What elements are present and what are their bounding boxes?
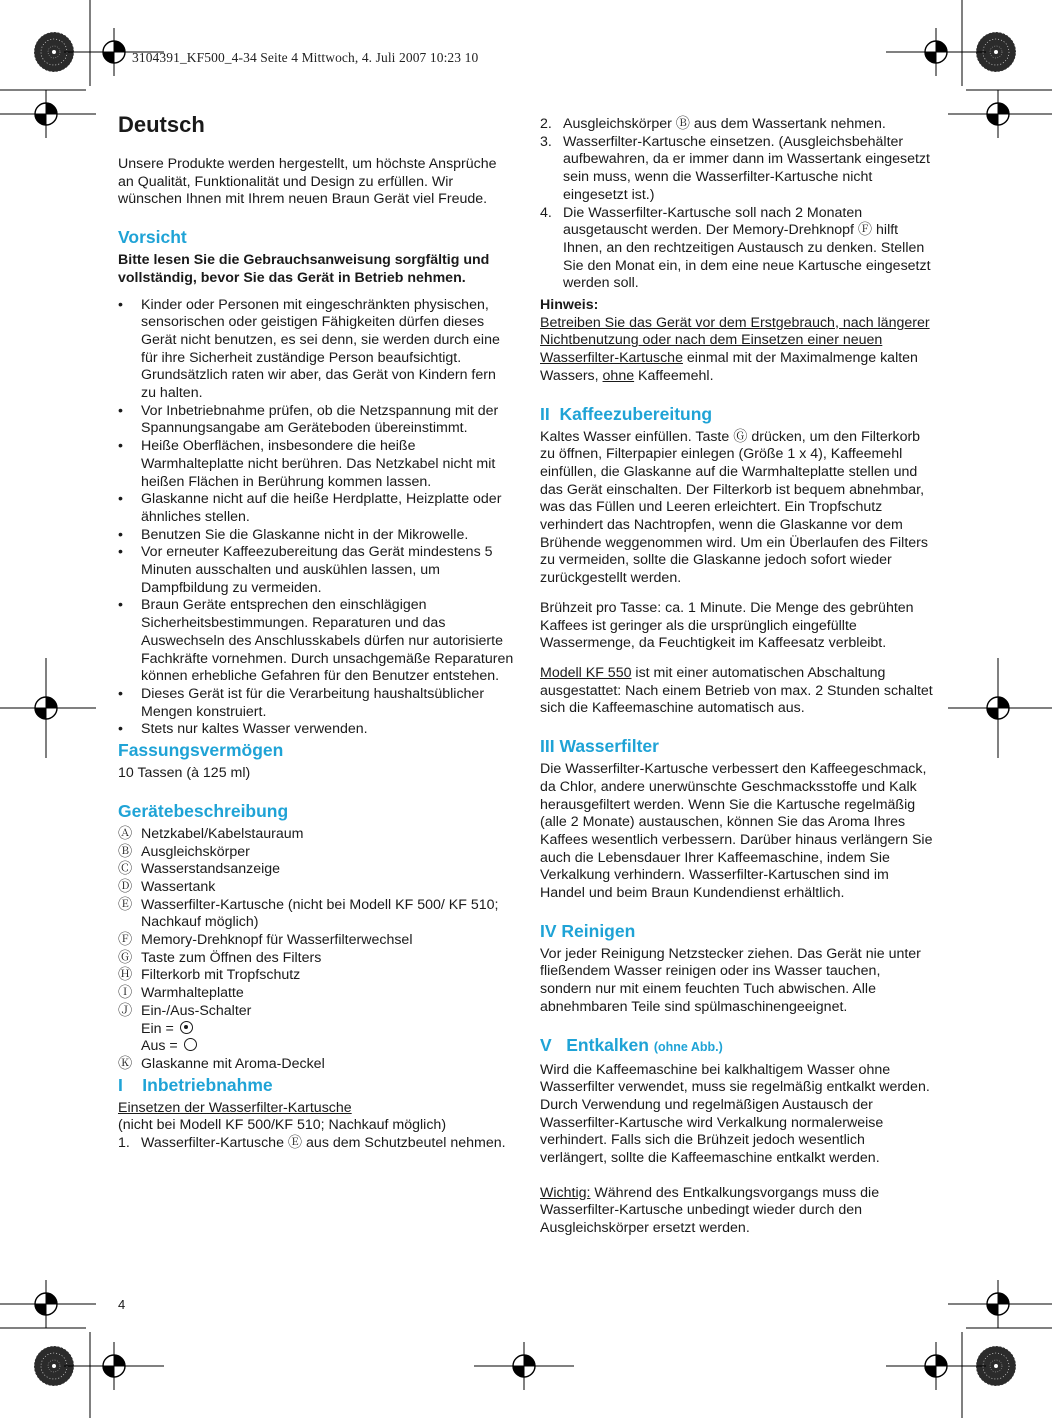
inbetrieb-note: (nicht bei Modell KF 500/KF 510; Nachkauf möglich): [118, 1117, 447, 1134]
part-label: Warmhalteplatte: [141, 985, 244, 1002]
power-off-icon: [184, 1038, 197, 1051]
part-label: Ausgleichskörper: [141, 843, 250, 860]
step-number: 1.: [118, 1135, 130, 1152]
hinweis-end: Kaffeemehl.: [634, 367, 714, 384]
vorsicht-bold: Bitte lesen Sie die Gebrauchsanweisung sorgfältig und vollständig, bevor Sie das Gerät in Betrieb nehmen.: [118, 252, 490, 286]
inbetrieb-steps-cont: [540, 116, 934, 293]
power-on-icon: [180, 1021, 193, 1034]
entkalken-title: V Entkalken: [540, 1034, 649, 1055]
step-text: Wasserfilter-Kartusche Ⓔ aus dem Schutzbeutel nehmen.: [141, 1135, 506, 1152]
list-item: [118, 897, 514, 932]
list-item: [118, 1135, 514, 1153]
intro-text: Unsere Produkte werden hergestellt, um höchste Ansprüche an Qualität, Funktionalität und Design zu erfüllen. Wir wünschen Ihnen mit Ihrem neuen Braun Gerät viel Freude.: [118, 156, 497, 208]
switch-on-label: Ein =: [141, 1020, 174, 1037]
part-key: Ⓚ: [118, 1055, 133, 1072]
kaffee-p2: Brühzeit pro Tasse: ca. 1 Minute. Die Menge des gebrühten Kaffees ist geringer als die ursprünglich eingefüllte Wassermenge, da Feuchtigkeit im Kaffeesatz verbleibt.: [540, 599, 914, 652]
list-item: • Braun Geräte entsprechen den einschlägigen Sicherheitsbestimmungen. Reparaturen und das Auswechseln des Anschlusskabels dürfen nur autorisierte Fachkräfte vornehmen. Durch unsachgemäße Reparaturen können erhebliche Gefahren für den Benutzer entstehen.: [118, 597, 514, 686]
step-text: Die Wasserfilter-Kartusche soll nach 2 Monaten ausgetauscht werden. Der Memory-Drehknopf Ⓕ hilft Ihnen, an den rechtzeitigen Austausch zu denken. Stellen Sie den Monat ein, in dem eine neue Kartusche eingesetzt werden soll.: [563, 204, 931, 292]
right-column: [540, 116, 934, 1238]
part-key: Ⓔ: [118, 896, 133, 913]
parts-list: [118, 826, 514, 1074]
part-key: Ⓘ: [118, 985, 133, 1002]
left-column: [118, 112, 514, 1153]
kaffee-p3: [540, 665, 934, 718]
list-item: [118, 932, 514, 950]
part-label: Netzkabel/Kabelstauraum: [141, 825, 304, 842]
hinweis-underlined: Betreiben Sie das Gerät vor dem Erstgebrauch, nach längerer Nichtbenutzung oder nach dem Einsetzen einer neuen Wasserfilter-Kartusche: [540, 314, 930, 367]
heading-kaffeezubereitung: II Kaffeezubereitung: [540, 403, 713, 424]
page-number: 4: [118, 1297, 126, 1312]
list-item: [118, 826, 514, 844]
heading-inbetriebnahme: I Inbetriebnahme: [118, 1074, 273, 1095]
reinigen-text: Vor jeder Reinigung Netzstecker ziehen. Das Gerät nie unter fließendem Wasser reinigen oder ins Wasser tauchen, sondern nur mit einem feuchten Tuch abwischen. Alle abnehmbaren Teile sind spülmaschinengeeignet.: [540, 945, 921, 1015]
switch-off-label: Aus =: [141, 1038, 178, 1055]
hinweis-ohne: ohne: [602, 367, 635, 384]
page-title: Deutsch: [118, 112, 205, 137]
heading-reinigen: IV Reinigen: [540, 920, 636, 941]
part-label: Ein-/Aus-Schalter: [141, 1002, 252, 1019]
wasserfilter-text: Die Wasserfilter-Kartusche verbessert den Kaffeegeschmack, da Chlor, andere unerwünschte Geschmacksstoffe und Kalk herausgefiltert werden. Wenn Sie die Kartusche regelmäßig (alle 2 Monate) austauschen, können Sie das Aroma Ihres Kaffees wesentlich verbessern. Darüber hinaus verlängern Sie auch die Lebensdauer Ihrer Kaffeemaschine, indem Sie Verkalkung verhindern. Wasserfilter-Kartuschen sind im Handel und beim Braun Kundendienst erhältlich.: [540, 761, 933, 902]
list-item: [118, 967, 514, 985]
list-item: [118, 861, 514, 879]
wichtig-body: Während des Entkalkungsvorgangs muss die Wasserfilter-Kartusche unbedingt wieder durch den Ausgleichskörper ersetzt werden.: [540, 1184, 880, 1237]
heading-vorsicht: Vorsicht: [118, 227, 187, 248]
wichtig-text: [540, 1185, 934, 1238]
list-item: [118, 844, 514, 862]
list-item: • Vor Inbetriebnahme prüfen, ob die Netzspannung mit der Spannungsangabe am Geräteboden übereinstimmt.: [118, 403, 514, 438]
list-item: [118, 1056, 514, 1074]
entkalken-note: (ohne Abb.): [653, 1039, 723, 1054]
list-item: [118, 879, 514, 897]
list-item: [118, 1003, 514, 1021]
kaffee-p1: Kaltes Wasser einfüllen. Taste Ⓖ drücken, um den Filterkorb zu öffnen, Filterpapier einlegen (Größe 1 x 4), Kaffeemehl einfüllen, die Glaskanne auf die Warmhalteplatte stellen und das Gerät einschalten. Der Filterkorb ist bequem abnehmbar, was das Füllen und Leeren erleichtert. Ein Tropfschutz verhindert das Nachtropfen, wenn die Glaskanne vor dem Brühende weggenommen wird. Um ein Überlaufen des Filters zu vermeiden, sollte die Glaskanne jedoch sofort wieder zurückgestellt werden.: [540, 428, 928, 587]
heading-geraetebeschreibung: Gerätebeschreibung: [118, 800, 289, 821]
part-label: Memory-Drehknopf für Wasserfilterwechsel: [141, 932, 413, 949]
list-item: • Heiße Oberflächen, insbesondere die heiße Warmhalteplatte nicht berühren. Das Netzkabel nicht mit heißen Flächen in Berührung kommen lassen.: [118, 438, 514, 491]
part-key: Ⓗ: [118, 967, 133, 984]
part-label: Wasserfilter-Kartusche (nicht bei Modell KF 500/ KF 510; Nachkauf möglich): [141, 896, 499, 931]
heading-wasserfilter: III Wasserfilter: [540, 736, 659, 757]
switch-off-row: [118, 1038, 514, 1056]
fassung-text: 10 Tassen (à 125 ml): [118, 765, 251, 782]
inbetrieb-subheading: Einsetzen der Wasserfilter-Kartusche: [118, 1099, 352, 1116]
wichtig-label: Wichtig:: [540, 1184, 591, 1201]
list-item: • Dieses Gerät ist für die Verarbeitung haushaltsüblicher Mengen konstruiert.: [118, 686, 514, 721]
entkalken-text: Wird die Kaffeemaschine bei kalkhaltigem Wasser ohne Wasserfilter verwendet, muss sie regelmäßig entkalkt werden. Durch Verwendung und regelmäßigen Austausch der Wasserfilter-Kartusche wird Verkalkung normalerweise verhindert. Falls sich die Brühzeit jedoch wesentlich verlängert, sollte die Kaffeemaschine entkalkt werden.: [540, 1061, 930, 1167]
inbetrieb-steps: [118, 1135, 514, 1153]
part-key: Ⓓ: [118, 878, 133, 895]
hinweis-label: Hinweis:: [540, 297, 599, 314]
list-item: [118, 950, 514, 968]
hinweis-text: [540, 315, 934, 386]
part-label: Wasserstandsanzeige: [141, 861, 281, 878]
part-key: Ⓐ: [118, 825, 133, 842]
vorsicht-list: [118, 297, 514, 740]
part-key: Ⓒ: [118, 861, 133, 878]
part-key: Ⓑ: [118, 843, 133, 860]
list-item: • Vor erneuter Kaffeezubereitung das Gerät mindestens 5 Minuten ausschalten und auskühlen lassen, um Dampfbildung zu vermeiden.: [118, 544, 514, 597]
step-text: Ausgleichskörper Ⓑ aus dem Wassertank nehmen.: [563, 116, 886, 132]
heading-fassungsvermoegen: Fassungsvermögen: [118, 740, 284, 761]
list-item: [118, 985, 514, 1003]
step-number: 2.: [540, 116, 552, 132]
list-item: [540, 205, 934, 294]
hinweis-mid: einmal mit der Maximalmenge kalten Wassers,: [540, 350, 918, 384]
list-item: • Benutzen Sie die Glaskanne nicht in der Mikrowelle.: [118, 527, 514, 545]
heading-entkalken: [540, 1034, 934, 1058]
part-label: Wassertank: [141, 878, 216, 895]
list-item: [540, 116, 934, 134]
part-key: Ⓕ: [118, 932, 133, 949]
list-item: • Stets nur kaltes Wasser verwenden.: [118, 721, 514, 739]
step-text: Wasserfilter-Kartusche einsetzen. (Ausgleichsbehälter aufbewahren, da er immer dann im Wassertank eingesetzt sein muss, wenn die Wasserfilter-Kartusche nicht eingesetzt ist.): [563, 133, 930, 203]
step-number: 3.: [540, 133, 552, 150]
part-label: Filterkorb mit Tropfschutz: [141, 967, 301, 984]
part-key: Ⓙ: [118, 1002, 133, 1019]
print-slug: 3104391_KF500_4-34 Seite 4 Mittwoch, 4. Juli 2007 10:23 10: [132, 50, 479, 65]
step-number: 4.: [540, 204, 552, 221]
kaffee-p3-rest: ist mit einer automatischen Abschaltung ausgestattet: Nach einem Betrieb von max. 2 Stunden schaltet sich die Kaffeemaschine automatisch aus.: [540, 664, 933, 717]
part-label: Taste zum Öffnen des Filters: [141, 949, 322, 966]
list-item: • Glaskanne nicht auf die heiße Herdplatte, Heizplatte oder ähnliches stellen.: [118, 491, 514, 526]
list-item: [540, 134, 934, 205]
switch-on-row: [118, 1021, 514, 1039]
list-item: • Kinder oder Personen mit eingeschränkten physischen, sensorischen oder geistigen Fähigkeiten dürfen dieses Gerät nicht benutzen, es sei denn, sie werden durch eine für ihre Sicherheit zuständige Person beaufsichtigt. Grundsätzlich raten wir aber, das Gerät von Kindern fern zu halten.: [118, 297, 514, 403]
model-underlined: Modell KF 550: [540, 664, 632, 681]
part-label: Glaskanne mit Aroma-Deckel: [141, 1055, 325, 1072]
part-key: Ⓖ: [118, 949, 133, 966]
